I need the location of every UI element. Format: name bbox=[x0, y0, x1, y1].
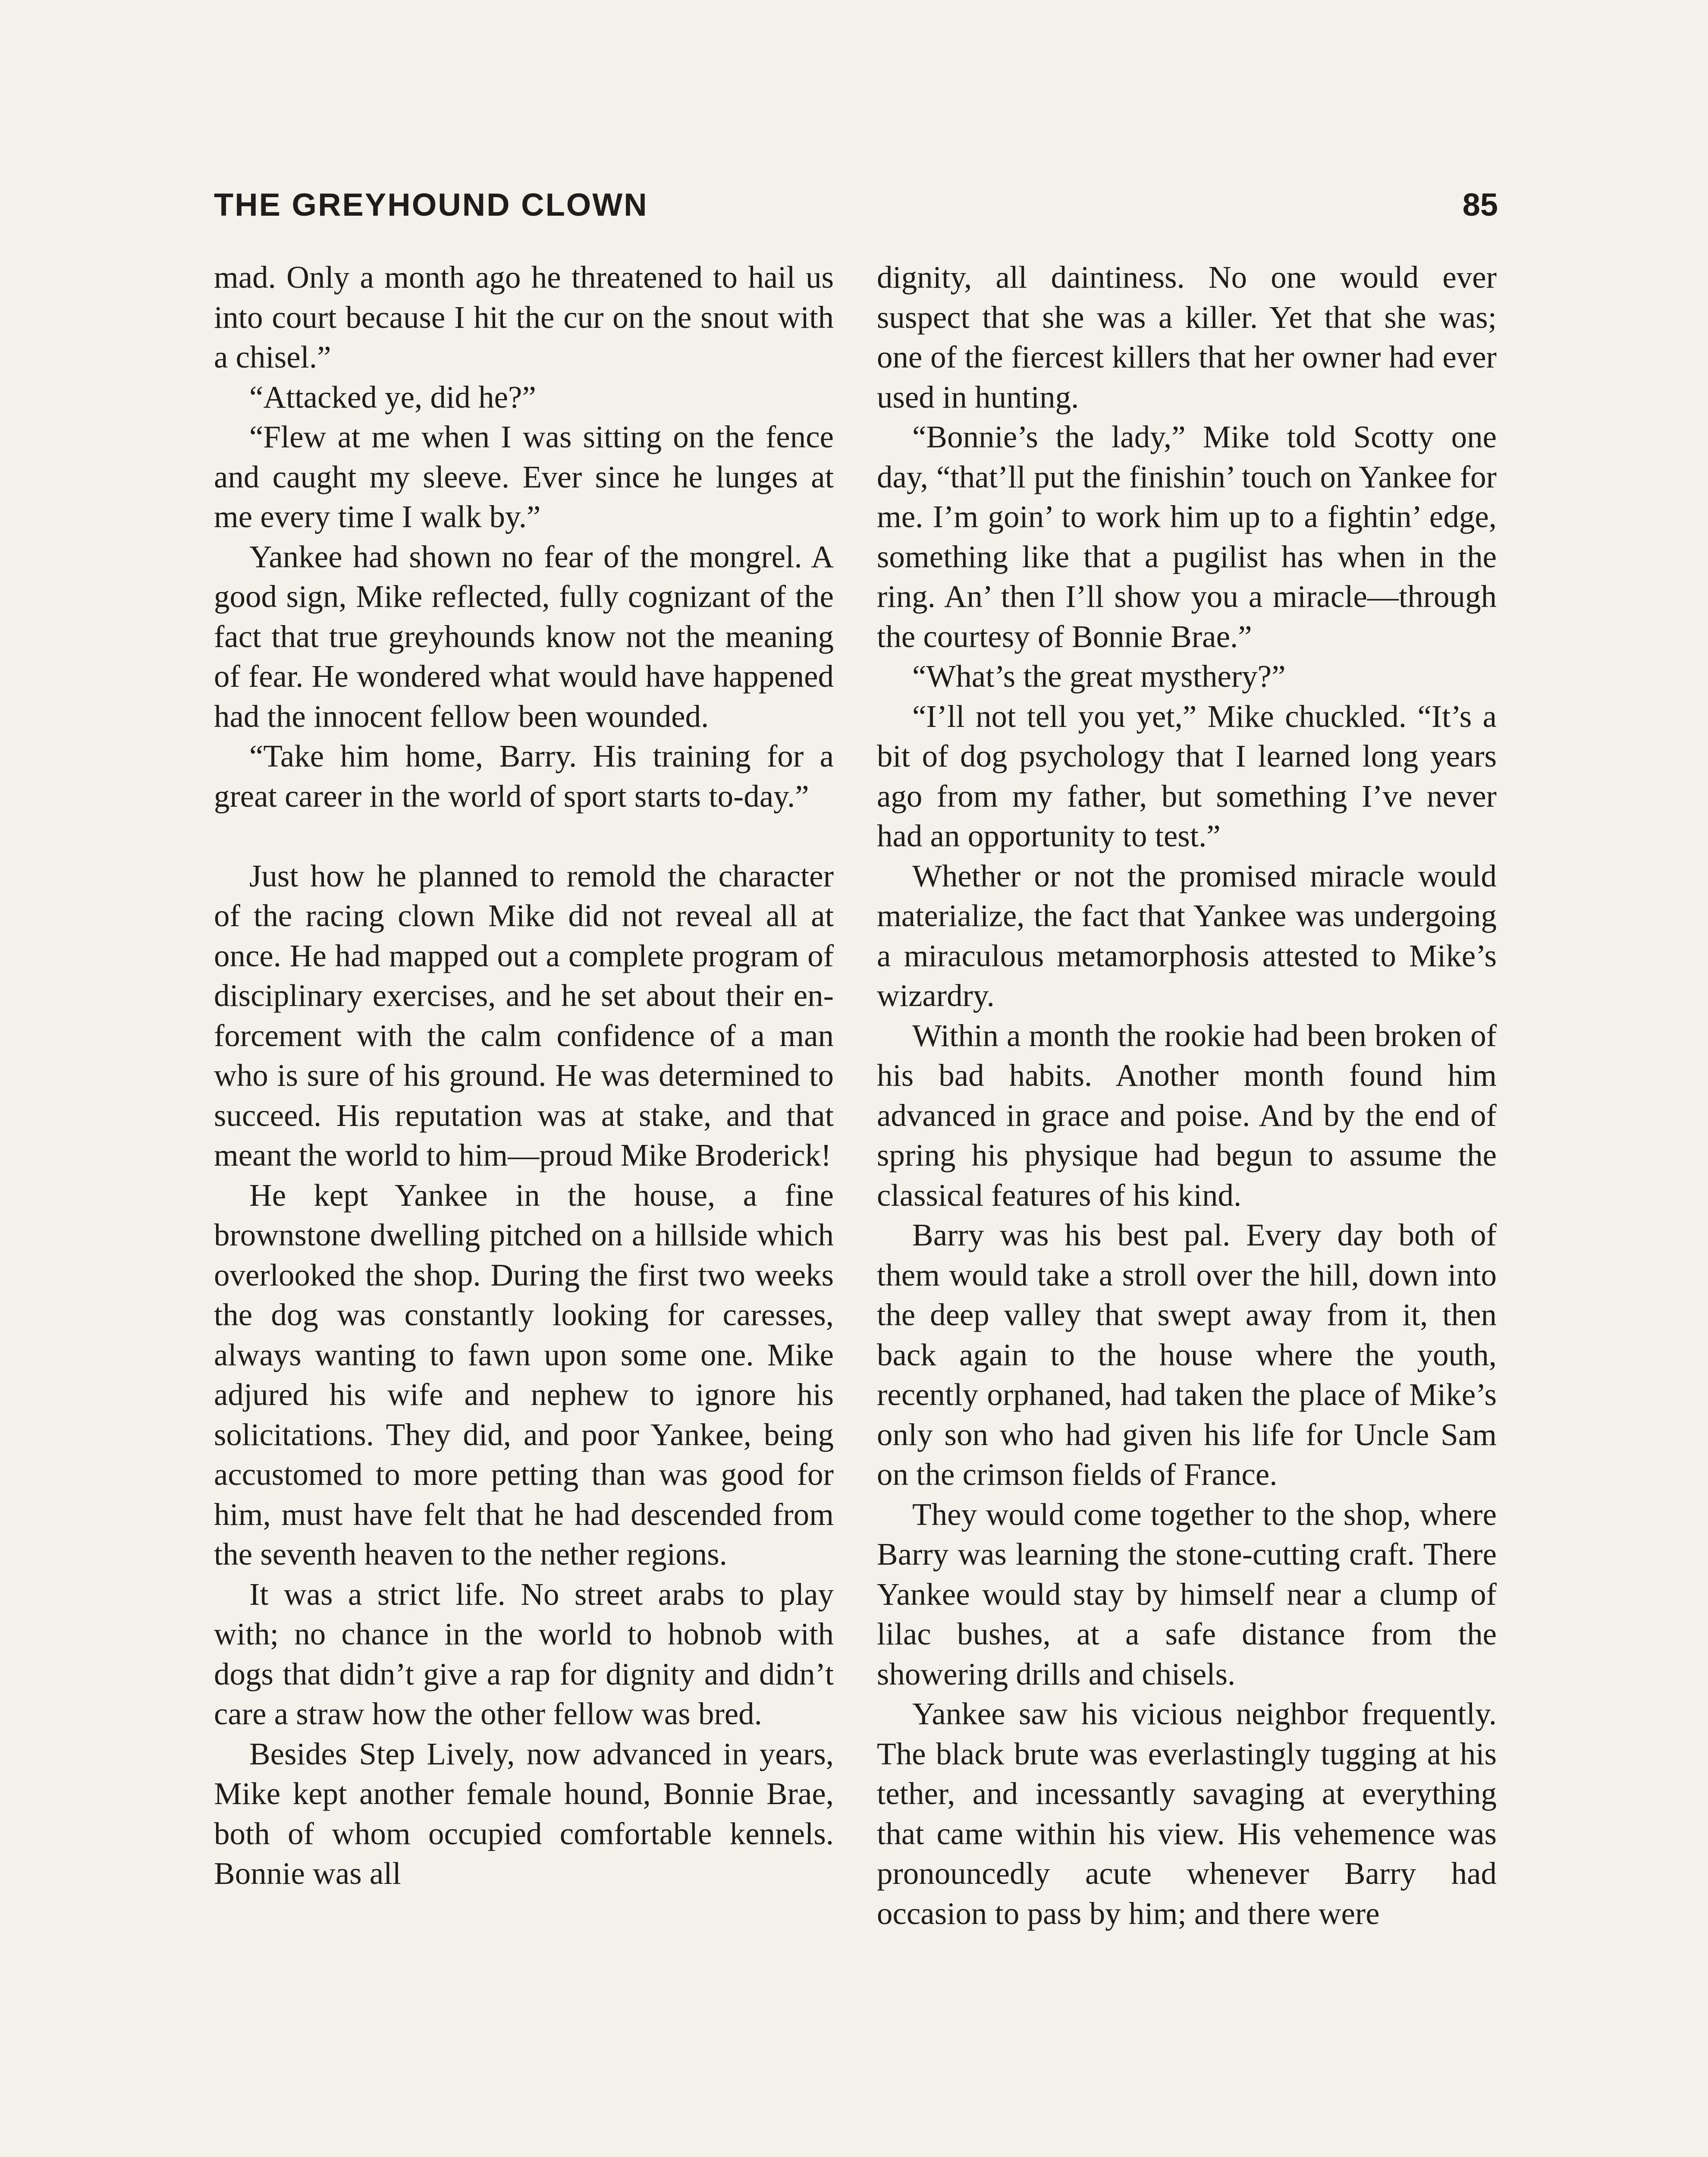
page-number: 85 bbox=[1462, 187, 1498, 223]
paragraph: mad. Only a month ago he threatened to hail us into court because I hit the cur on the snout with a chisel.” bbox=[214, 260, 834, 374]
right-text-column bbox=[877, 258, 1497, 1934]
paragraph: dignity, all daintiness. No one would ever suspect that she was a killer. Yet that she was; one of the fiercest killers that her owner had ever used in hunting. bbox=[877, 260, 1497, 415]
paragraph: They would come together to the shop, where Barry was learning the stone-cutting craft. There Yankee would stay by himself near a clump of lilac bushes, at a safe distance from the showering drills and chisels. bbox=[877, 1497, 1497, 1692]
page-header bbox=[214, 181, 1498, 229]
paragraph: “Take him home, Barry. His training for a great career in the world of sport starts to-day.” bbox=[214, 739, 834, 814]
paragraph: Besides Step Lively, now advanced in years, Mike kept another female hound, Bonnie Brae, both of whom occupied comfortable kennels. Bonnie was all bbox=[214, 1736, 834, 1891]
left-text-column bbox=[214, 258, 834, 1894]
paragraph: He kept Yankee in the house, a fine brownstone dwelling pitched on a hillside which overlooked the shop. During the first two weeks the dog was constantly looking for caresses, always wanting to fawn upon some one. Mike adjured his wife and nephew to ignore his solicitations. They did, and poor Yankee, being accustomed to more petting than was good for him, must have felt that he had descended from the seventh heaven to the nether regions. bbox=[214, 1177, 834, 1572]
paragraph: “Bonnie’s the lady,” Mike told Scotty one day, “that’ll put the finishin’ touch on Yankee for me. I’m goin’ to work him up to a fightin’ edge, something like that a pugilist has when in the ring. An’ then I’ll show you a miracle—through the courtesy of Bonnie Brae.” bbox=[877, 419, 1497, 654]
paragraph: Just how he planned to remold the character of the racing clown Mike did not reveal all at once. He had mapped out a complete program of disciplinary exercises, and he set about their enforcement with the calm confidence of a man who is sure of his ground. He was determined to succeed. His reputation was at stake, and that meant the world to him—proud Mike Broderick! bbox=[214, 858, 834, 1173]
paragraph: Within a month the rookie had been broken of his bad habits. Another month found him advanced in grace and poise. And by the end of spring his physique had begun to assume the classical features of his kind. bbox=[877, 1018, 1497, 1213]
paragraph: “Attacked ye, did he?” bbox=[249, 379, 536, 415]
paragraph: It was a strict life. No street arabs to play with; no chance in the world to hobnob with dogs that didn’t give a rap for dignity and didn’t care a straw how the other fellow was bred. bbox=[214, 1576, 834, 1731]
paragraph: Yankee had shown no fear of the mongrel. A good sign, Mike reflected, fully cognizant of the fact that true greyhounds know not the meaning of fear. He wondered what would have happened had the innocent fellow been wounded. bbox=[214, 539, 834, 734]
paragraph: “I’ll not tell you yet,” Mike chuckled. “It’s a bit of dog psychology that I learned long years ago from my father, but something I’ve never had an opportunity to test.” bbox=[877, 698, 1497, 853]
paragraph: “Flew at me when I was sitting on the fence and caught my sleeve. Ever since he lunges at me every time I walk by.” bbox=[214, 419, 834, 534]
paragraph: Barry was his best pal. Every day both of them would take a stroll over the hill, down into the deep valley that swept away from it, then back again to the house where the youth, recently orphaned, had taken the place of Mike’s only son who had given his life for Uncle Sam on the crimson fields of France. bbox=[877, 1217, 1497, 1492]
paragraph: Yankee saw his vicious neighbor frequently. The black brute was everlastingly tugging at his tether, and incessantly savaging at everything that came within his view. His vehemence was pronouncedly acute whenever Barry had occasion to pass by him; and there were bbox=[877, 1696, 1497, 1931]
paragraph: Whether or not the promised miracle would materialize, the fact that Yankee was undergoing a miraculous metamorphosis attested to Mike’s wizardry. bbox=[877, 858, 1497, 1013]
paragraph: “What’s the great mysthery?” bbox=[912, 659, 1286, 694]
running-title: THE GREYHOUND CLOWN bbox=[214, 187, 648, 223]
